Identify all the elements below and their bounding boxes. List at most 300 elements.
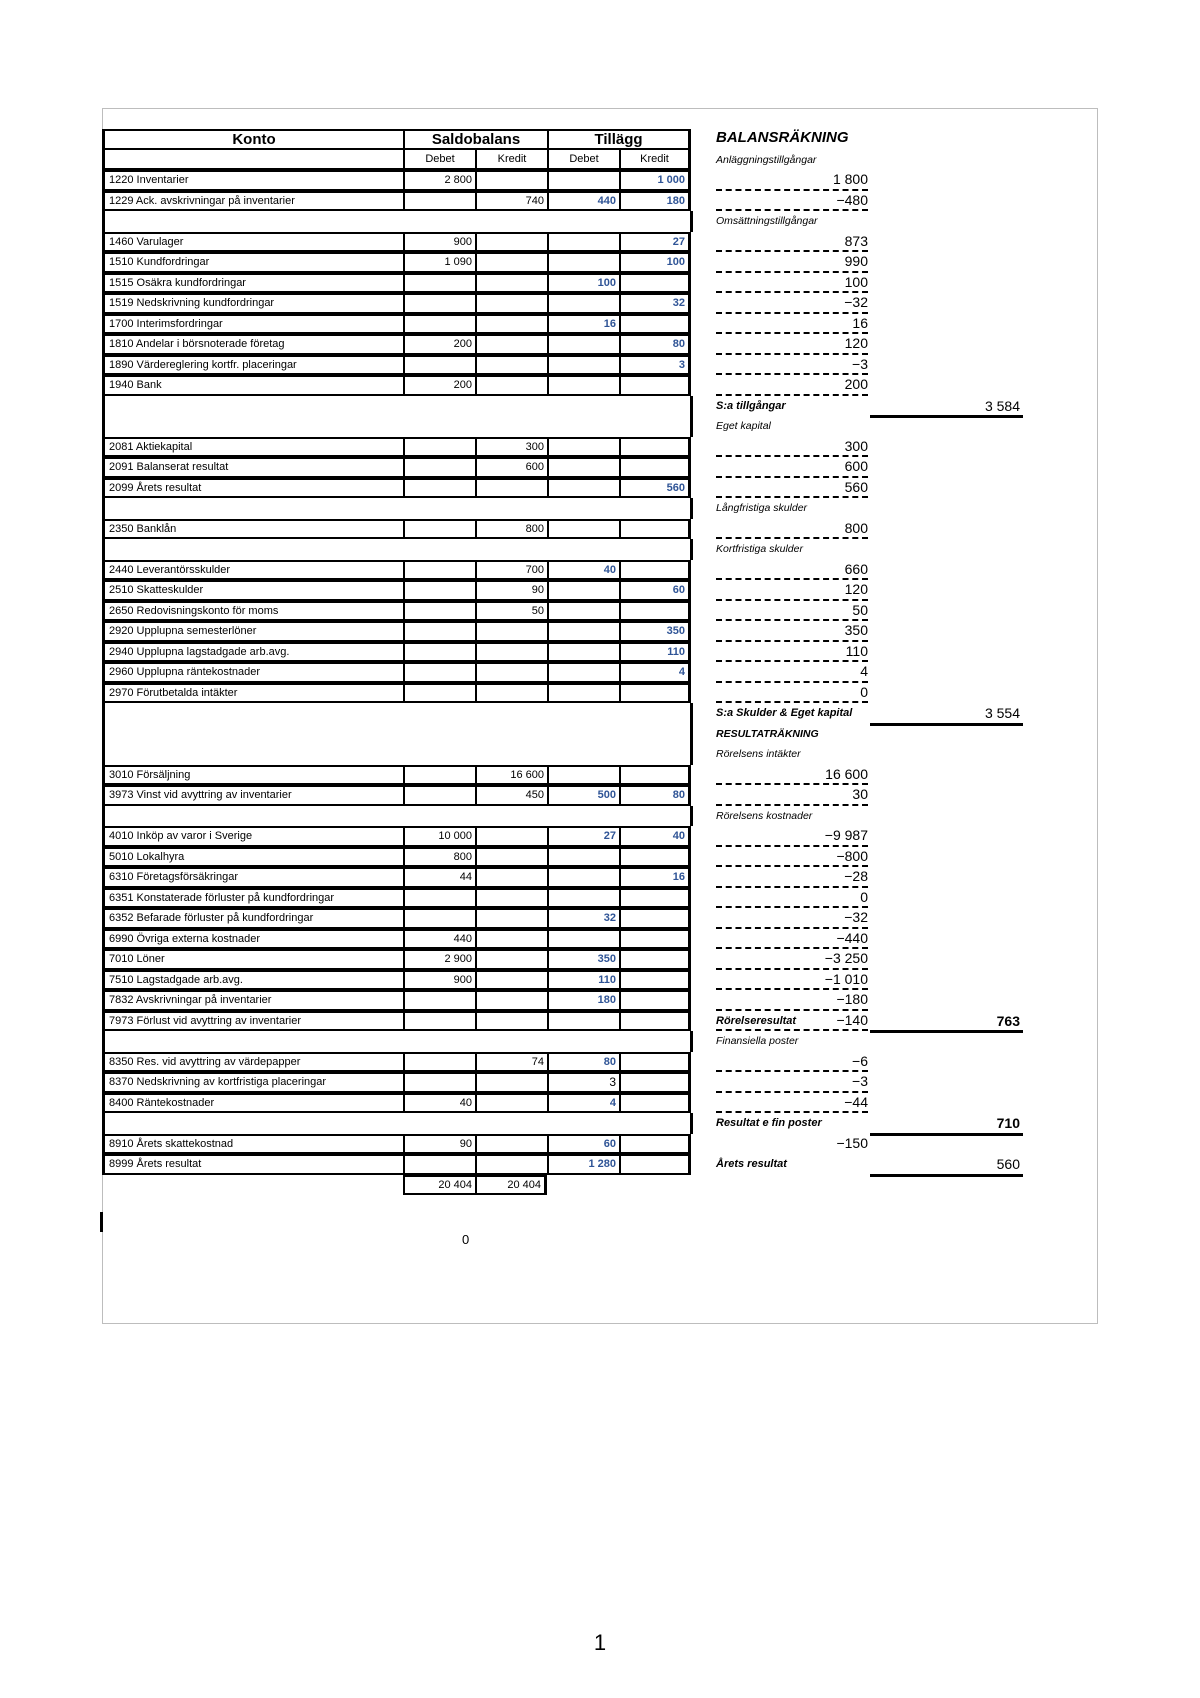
saldo-debet-cell: [403, 457, 475, 478]
saldo-debet-cell: [403, 355, 475, 376]
table-row: [102, 1093, 693, 1114]
saldo-kredit-cell: 90: [475, 580, 547, 601]
tillagg-kredit-cell: [619, 314, 691, 335]
dashed-rule: [716, 886, 868, 888]
table-row: [102, 273, 693, 294]
sum-skulder-eget-kapital-rule: [870, 723, 1023, 726]
dashed-rule: [716, 783, 868, 785]
report-value: −1 010: [824, 970, 868, 987]
section-anlaggning: Anläggningstillgångar: [716, 153, 817, 166]
account-name: 7010 Löner: [102, 949, 403, 970]
saldo-debet-cell: [403, 580, 475, 601]
saldo-debet-cell: [403, 601, 475, 622]
account-name: 2510 Skatteskulder: [102, 580, 403, 601]
rorelseresultat-label: Rörelseresultat: [716, 1014, 797, 1027]
tillagg-debet-cell: [547, 683, 619, 704]
table-row: [102, 375, 693, 396]
dashed-rule: [716, 681, 868, 683]
saldo-kredit-cell: [475, 273, 547, 294]
saldo-kredit-cell: [475, 867, 547, 888]
saldo-debet-cell: [403, 662, 475, 683]
resultat-efter-fin-poster-label: Resultat e fin poster: [716, 1117, 822, 1129]
dashed-rule: [716, 1070, 868, 1072]
account-name: 7973 Förlust vid avyttring av inventarier: [102, 1011, 403, 1032]
report-value: 600: [844, 458, 868, 474]
tillagg-debet-cell: 4: [547, 1093, 619, 1114]
tillagg-debet-cell: [547, 375, 619, 396]
column-header-konto: Konto: [102, 129, 403, 150]
table-row: [102, 683, 693, 704]
saldo-debet-cell: [403, 519, 475, 540]
report-value: 120: [844, 581, 868, 597]
table-row: [102, 949, 693, 970]
column-header-tillagg-debet: Debet: [547, 150, 619, 171]
tillagg-debet-cell: [547, 232, 619, 253]
report-value: −800: [836, 847, 868, 864]
report-value: 30: [852, 786, 868, 802]
table-row: [102, 601, 693, 622]
saldo-debet-cell: 800: [403, 847, 475, 868]
text-cursor: [100, 1212, 103, 1232]
saldo-debet-cell: [403, 642, 475, 663]
tillagg-kredit-cell: [619, 1011, 691, 1032]
report-value: −180: [836, 991, 868, 1007]
saldo-kredit-cell: [475, 252, 547, 273]
tillagg-debet-cell: [547, 293, 619, 314]
account-name: 6352 Befarade förluster på kundfordringar: [102, 908, 403, 929]
tillagg-debet-cell: [547, 642, 619, 663]
ledger-gap: [102, 498, 693, 519]
balance-sheet-title: BALANSRÄKNING: [716, 129, 849, 146]
section-eget-kapital: Eget kapital: [716, 420, 771, 432]
table-row: [102, 314, 693, 335]
tillagg-kredit-cell: [619, 683, 691, 704]
saldo-kredit-cell: 74: [475, 1052, 547, 1073]
tillagg-kredit-cell: [619, 990, 691, 1011]
tillagg-kredit-cell: 4: [619, 662, 691, 683]
dashed-rule: [716, 1029, 868, 1031]
tillagg-debet-cell: 350: [547, 949, 619, 970]
account-name: 1515 Osäkra kundfordringar: [102, 273, 403, 294]
section-rorelsens-intakter: Rörelsens intäkter: [716, 748, 801, 760]
saldo-kredit-cell: [475, 478, 547, 499]
tillagg-kredit-cell: 560: [619, 478, 691, 499]
saldo-kredit-cell: [475, 826, 547, 847]
tillagg-debet-cell: [547, 888, 619, 909]
ledger-gap: [102, 1113, 693, 1134]
tillagg-kredit-cell: [619, 949, 691, 970]
ledger-gap: [102, 1031, 693, 1052]
report-value: −3 250: [824, 950, 868, 966]
dashed-rule: [716, 1111, 868, 1113]
sum-skulder-eget-kapital-label: S:a Skulder & Eget kapital: [716, 707, 853, 719]
report-value: 1 800: [832, 171, 868, 187]
table-row: [102, 580, 693, 601]
saldo-kredit-cell: [475, 1072, 547, 1093]
table-row: [102, 847, 693, 868]
table-row: [102, 888, 693, 909]
saldo-kredit-cell: [475, 642, 547, 663]
saldo-kredit-cell: 740: [475, 191, 547, 212]
saldo-kredit-cell: 700: [475, 560, 547, 581]
tillagg-kredit-cell: 80: [619, 334, 691, 355]
dashed-rule: [716, 1091, 868, 1093]
totals-row: [102, 1175, 693, 1196]
report-value: −28: [844, 868, 868, 884]
report-value: 660: [844, 560, 868, 577]
account-name: 1229 Ack. avskrivningar på inventarier: [102, 191, 403, 212]
tillagg-debet-cell: 60: [547, 1134, 619, 1155]
saldo-debet-cell: 90: [403, 1134, 475, 1155]
tillagg-debet-cell: [547, 355, 619, 376]
table-row: [102, 908, 693, 929]
report-value: −480: [836, 191, 868, 208]
tillagg-debet-cell: [547, 478, 619, 499]
tillagg-kredit-cell: 40: [619, 826, 691, 847]
table-row: [102, 252, 693, 273]
arets-resultat-label: Årets resultat: [716, 1158, 787, 1170]
tillagg-kredit-cell: 80: [619, 785, 691, 806]
account-name: 2970 Förutbetalda intäkter: [102, 683, 403, 704]
account-name: 1890 Värdereglering kortfr. placeringar: [102, 355, 403, 376]
table-row: [102, 1011, 693, 1032]
account-name: 8999 Årets resultat: [102, 1154, 403, 1175]
tillagg-kredit-cell: [619, 273, 691, 294]
account-name: 1519 Nedskrivning kundfordringar: [102, 293, 403, 314]
saldo-kredit-cell: [475, 847, 547, 868]
saldo-kredit-cell: 450: [475, 785, 547, 806]
tillagg-debet-cell: 100: [547, 273, 619, 294]
column-header-saldo-debet: Debet: [403, 150, 475, 171]
tillagg-debet-cell: 440: [547, 191, 619, 212]
report-value: 990: [844, 253, 868, 269]
income-statement-title: RESULTATRÄKNING: [716, 727, 819, 740]
section-omsattning: Omsättningstillgångar: [716, 215, 818, 227]
tillagg-kredit-cell: [619, 1072, 691, 1093]
tillagg-kredit-cell: 180: [619, 191, 691, 212]
account-name: 1700 Interimsfordringar: [102, 314, 403, 335]
section-langfristiga: Långfristiga skulder: [716, 502, 808, 514]
dashed-rule: [716, 353, 868, 355]
tillagg-debet-cell: [547, 929, 619, 950]
account-name: 3010 Försäljning: [102, 765, 403, 786]
saldo-kredit-cell: [475, 970, 547, 991]
tillagg-kredit-cell: [619, 970, 691, 991]
dashed-rule: [716, 373, 868, 375]
tillagg-debet-cell: [547, 252, 619, 273]
tillagg-kredit-cell: 100: [619, 252, 691, 273]
report-value: 120: [844, 335, 868, 351]
account-name: 6990 Övriga externa kostnader: [102, 929, 403, 950]
report-value: 350: [844, 622, 868, 638]
tillagg-kredit-cell: [619, 1093, 691, 1114]
saldo-debet-cell: [403, 1052, 475, 1073]
column-header-tillagg: Tillägg: [547, 129, 691, 150]
account-name: 6351 Konstaterade förluster på kundfordringar: [102, 888, 403, 909]
dashed-rule: [716, 455, 868, 457]
report-value: 800: [844, 519, 868, 536]
table-row: [102, 1072, 693, 1093]
saldo-kredit-cell: [475, 683, 547, 704]
saldo-debet-cell: 40: [403, 1093, 475, 1114]
saldo-kredit-cell: [475, 990, 547, 1011]
saldo-debet-cell: [403, 990, 475, 1011]
tillagg-debet-cell: 1 280: [547, 1154, 619, 1175]
tillagg-kredit-cell: [619, 847, 691, 868]
account-name: 6310 Företagsförsäkringar: [102, 867, 403, 888]
table-row: [102, 642, 693, 663]
report-value: 16 600: [825, 765, 868, 782]
tillagg-debet-cell: [547, 334, 619, 355]
sum-skulder-eget-kapital-value: 3 554: [984, 705, 1020, 721]
tillagg-kredit-cell: [619, 601, 691, 622]
table-row: [102, 1052, 693, 1073]
table-row: [102, 170, 693, 191]
saldo-kredit-cell: [475, 908, 547, 929]
column-header-saldobalans: Saldobalans: [403, 129, 547, 150]
ledger-gap: [102, 396, 693, 417]
table-row: [102, 867, 693, 888]
resultat-efter-fin-poster-value: 710: [996, 1115, 1020, 1131]
report-value: −140: [836, 1011, 868, 1028]
tillagg-debet-cell: [547, 621, 619, 642]
saldo-debet-cell: 44: [403, 867, 475, 888]
account-name: 2920 Upplupna semesterlöner: [102, 621, 403, 642]
dashed-rule: [716, 476, 868, 478]
saldo-debet-cell: 2 800: [403, 170, 475, 191]
dashed-rule: [716, 865, 868, 867]
saldo-debet-cell: [403, 1011, 475, 1032]
table-row: [102, 1154, 693, 1175]
table-row: [102, 990, 693, 1011]
tillagg-debet-cell: 16: [547, 314, 619, 335]
tillagg-kredit-cell: [619, 457, 691, 478]
tillagg-debet-cell: [547, 765, 619, 786]
dashed-rule: [716, 619, 868, 621]
account-name: 4010 Inköp av varor i Sverige: [102, 826, 403, 847]
tillagg-debet-cell: [547, 519, 619, 540]
account-name: 7832 Avskrivningar på inventarier: [102, 990, 403, 1011]
dashed-rule: [716, 394, 868, 396]
subheader-blank: [102, 150, 403, 171]
arets-resultat-value: 560: [996, 1156, 1020, 1172]
tillagg-kredit-cell: 110: [619, 642, 691, 663]
saldo-debet-cell: [403, 478, 475, 499]
tillagg-kredit-cell: 350: [619, 621, 691, 642]
report-value: −150: [836, 1134, 868, 1151]
ledger-gap: [102, 703, 693, 724]
tillagg-debet-cell: [547, 601, 619, 622]
report-value: −44: [844, 1093, 868, 1110]
report-value: 200: [844, 376, 868, 392]
column-header-tillagg-kredit: Kredit: [619, 150, 691, 171]
dashed-rule: [716, 804, 868, 806]
table-row: [102, 437, 693, 458]
saldo-debet-cell: 2 900: [403, 949, 475, 970]
saldo-debet-cell: [403, 437, 475, 458]
tillagg-debet-cell: 3: [547, 1072, 619, 1093]
saldo-debet-cell: [403, 1154, 475, 1175]
dashed-rule: [716, 332, 868, 334]
account-name: 2350 Banklån: [102, 519, 403, 540]
account-name: 8350 Res. vid avyttring av värdepapper: [102, 1052, 403, 1073]
report-value: −3: [852, 355, 868, 372]
tillagg-kredit-cell: [619, 375, 691, 396]
dashed-rule: [716, 845, 868, 847]
saldo-kredit-cell: 800: [475, 519, 547, 540]
tillagg-debet-cell: 27: [547, 826, 619, 847]
tillagg-kredit-cell: [619, 560, 691, 581]
saldo-debet-cell: [403, 888, 475, 909]
saldo-kredit-cell: [475, 355, 547, 376]
saldo-debet-cell: [403, 765, 475, 786]
tillagg-kredit-cell: [619, 888, 691, 909]
account-name: 8910 Årets skattekostnad: [102, 1134, 403, 1155]
dashed-rule: [716, 988, 868, 990]
column-header-saldo-kredit: Kredit: [475, 150, 547, 171]
table-row: [102, 334, 693, 355]
tillagg-debet-cell: [547, 457, 619, 478]
tillagg-kredit-cell: 32: [619, 293, 691, 314]
saldo-debet-cell: 200: [403, 334, 475, 355]
account-name: 2099 Årets resultat: [102, 478, 403, 499]
tillagg-debet-cell: 40: [547, 560, 619, 581]
account-name: 2440 Leverantörsskulder: [102, 560, 403, 581]
account-name: 8400 Räntekostnader: [102, 1093, 403, 1114]
sum-tillgangar-label: S:a tillgångar: [716, 399, 786, 412]
report-value: −9 987: [824, 827, 868, 843]
sum-tillgangar-rule: [870, 415, 1023, 418]
table-row: [102, 560, 693, 581]
table-row: [102, 457, 693, 478]
account-name: 2650 Redovisningskonto för moms: [102, 601, 403, 622]
ledger-gap: [102, 416, 693, 437]
saldo-debet-cell: [403, 1072, 475, 1093]
tillagg-debet-cell: 110: [547, 970, 619, 991]
report-value: 50: [852, 601, 868, 618]
saldo-kredit-cell: [475, 1011, 547, 1032]
ledger-gap: [102, 539, 693, 560]
tillagg-kredit-cell: 60: [619, 580, 691, 601]
saldo-debet-cell: [403, 908, 475, 929]
tillagg-debet-cell: [547, 437, 619, 458]
saldo-kredit-cell: [475, 1154, 547, 1175]
saldo-debet-cell: [403, 683, 475, 704]
report-value: 110: [845, 642, 868, 659]
account-name: 1220 Inventarier: [102, 170, 403, 191]
tillagg-kredit-cell: [619, 765, 691, 786]
saldo-debet-cell: [403, 293, 475, 314]
dashed-rule: [716, 271, 868, 273]
ledger-gap: [102, 744, 693, 765]
table-row: [102, 765, 693, 786]
total-debet: 20 404: [403, 1175, 475, 1196]
table-row: [102, 970, 693, 991]
saldo-debet-cell: 1 090: [403, 252, 475, 273]
difference-value: 0: [462, 1232, 470, 1247]
account-name: 1510 Kundfordringar: [102, 252, 403, 273]
saldo-debet-cell: 10 000: [403, 826, 475, 847]
account-name: 2091 Balanserat resultat: [102, 457, 403, 478]
rorelseresultat-value: 763: [996, 1012, 1020, 1029]
section-rorelsens-kostnader: Rörelsens kostnader: [716, 809, 813, 822]
saldo-debet-cell: 200: [403, 375, 475, 396]
tillagg-kredit-cell: 16: [619, 867, 691, 888]
dashed-rule: [716, 209, 868, 211]
dashed-rule: [716, 496, 868, 498]
saldo-kredit-cell: [475, 232, 547, 253]
resultat-efter-fin-poster-rule: [870, 1133, 1023, 1136]
table-row: [102, 232, 693, 253]
tillagg-kredit-cell: [619, 1052, 691, 1073]
tillagg-kredit-cell: [619, 1154, 691, 1175]
account-name: 1810 Andelar i börsnoterade företag: [102, 334, 403, 355]
table-row: [102, 929, 693, 950]
ledger-header-row: [102, 129, 693, 150]
dashed-rule: [716, 906, 868, 908]
dashed-rule: [716, 189, 868, 191]
saldo-kredit-cell: [475, 888, 547, 909]
saldo-debet-cell: [403, 191, 475, 212]
saldo-debet-cell: [403, 621, 475, 642]
report-value: 100: [844, 273, 868, 290]
report-value: 0: [860, 683, 868, 700]
tillagg-debet-cell: 180: [547, 990, 619, 1011]
account-name: 2081 Aktiekapital: [102, 437, 403, 458]
tillagg-debet-cell: [547, 1011, 619, 1032]
saldo-kredit-cell: [475, 375, 547, 396]
report-value: 560: [844, 478, 868, 495]
tillagg-kredit-cell: [619, 519, 691, 540]
report-value: −32: [844, 909, 868, 925]
table-row: [102, 785, 693, 806]
tillagg-kredit-cell: [619, 1134, 691, 1155]
report-value: 300: [844, 437, 868, 454]
table-row: [102, 355, 693, 376]
saldo-kredit-cell: [475, 334, 547, 355]
dashed-rule: [716, 578, 868, 580]
account-name: 1940 Bank: [102, 375, 403, 396]
table-row: [102, 293, 693, 314]
ledger-gap: [102, 211, 693, 232]
tillagg-kredit-cell: [619, 929, 691, 950]
rorelseresultat-rule: [870, 1030, 1023, 1033]
account-name: 2960 Upplupna räntekostnader: [102, 662, 403, 683]
saldo-kredit-cell: [475, 314, 547, 335]
table-row: [102, 826, 693, 847]
saldo-kredit-cell: [475, 621, 547, 642]
dashed-rule: [716, 947, 868, 949]
dashed-rule: [716, 312, 868, 314]
saldo-kredit-cell: 300: [475, 437, 547, 458]
tillagg-debet-cell: 80: [547, 1052, 619, 1073]
sum-tillgangar-value: 3 584: [984, 397, 1020, 414]
dashed-rule: [716, 968, 868, 970]
dashed-rule: [716, 1009, 868, 1011]
dashed-rule: [716, 927, 868, 929]
saldo-kredit-cell: 50: [475, 601, 547, 622]
account-name: 7510 Lagstadgade arb.avg.: [102, 970, 403, 991]
saldo-debet-cell: [403, 785, 475, 806]
report-value: 16: [852, 314, 868, 331]
saldo-debet-cell: [403, 314, 475, 335]
tillagg-debet-cell: 500: [547, 785, 619, 806]
saldo-kredit-cell: [475, 662, 547, 683]
table-row: [102, 191, 693, 212]
total-kredit: 20 404: [475, 1175, 547, 1196]
report-value: 873: [844, 232, 868, 249]
table-row: [102, 478, 693, 499]
